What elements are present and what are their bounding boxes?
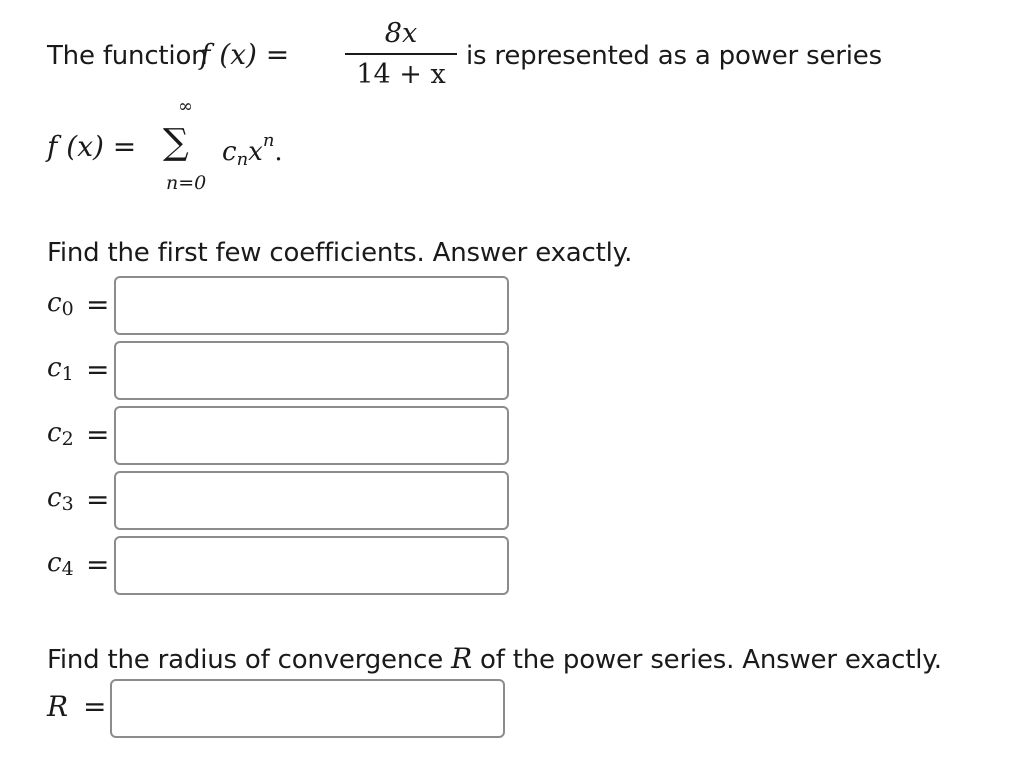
series-term-x: x xyxy=(248,137,263,167)
c1-input-box xyxy=(114,341,509,400)
radius-label: R xyxy=(47,690,69,723)
c3-input-box xyxy=(114,471,509,530)
coef-label-c2: $c_2$ xyxy=(47,418,74,450)
find-radius-prefix: Find the radius of convergence xyxy=(47,645,443,675)
after-text: is represented as a power series xyxy=(466,41,882,71)
coef-label-c4: $c_4$ xyxy=(47,548,74,580)
equals-sign: = xyxy=(86,548,110,581)
find-radius-suffix: of the power series. Answer exactly. xyxy=(480,645,942,675)
equals-sign: = xyxy=(86,418,110,451)
c4-input[interactable] xyxy=(116,538,507,593)
sum-lower-limit: n=0 xyxy=(166,172,207,194)
radius-input-box xyxy=(110,679,505,738)
function-label: f (x) = xyxy=(200,38,290,71)
sum-upper-limit: ∞ xyxy=(178,96,193,117)
series-period: . xyxy=(274,137,283,167)
coef-label-c1: $c_1$ xyxy=(47,353,74,385)
series-term-power: n xyxy=(262,130,275,151)
equals-sign: = xyxy=(86,288,110,321)
find-coefficients-text: Find the first few coefficients. Answer exactly. xyxy=(47,238,633,268)
c0-input[interactable] xyxy=(116,278,507,333)
c2-input[interactable] xyxy=(116,408,507,463)
equals-sign: = xyxy=(86,483,110,516)
fraction-bar xyxy=(345,53,457,55)
c2-input-box xyxy=(114,406,509,465)
c3-input[interactable] xyxy=(116,473,507,528)
coef-label-c0: $c_0$ xyxy=(47,288,74,320)
series-term xyxy=(222,130,283,170)
fraction-denominator: 14 + x xyxy=(356,59,446,90)
fraction-numerator: 8x xyxy=(384,18,418,49)
intro-text: The function xyxy=(47,41,208,71)
sum-symbol: ∑ xyxy=(163,122,189,163)
equals-sign: = xyxy=(86,353,110,386)
c0-input-box xyxy=(114,276,509,335)
c1-input[interactable] xyxy=(116,343,507,398)
coef-label-c3: $c_3$ xyxy=(47,483,74,515)
radius-input[interactable] xyxy=(112,681,503,736)
equals-sign: = xyxy=(83,690,107,723)
find-radius-text xyxy=(47,642,942,675)
function-fraction xyxy=(345,18,457,91)
radius-symbol: R xyxy=(451,642,472,675)
series-term-index: n xyxy=(236,149,249,170)
c4-input-box xyxy=(114,536,509,595)
series-lhs: f (x) = xyxy=(47,130,137,163)
series-term-coef: c xyxy=(222,137,237,167)
